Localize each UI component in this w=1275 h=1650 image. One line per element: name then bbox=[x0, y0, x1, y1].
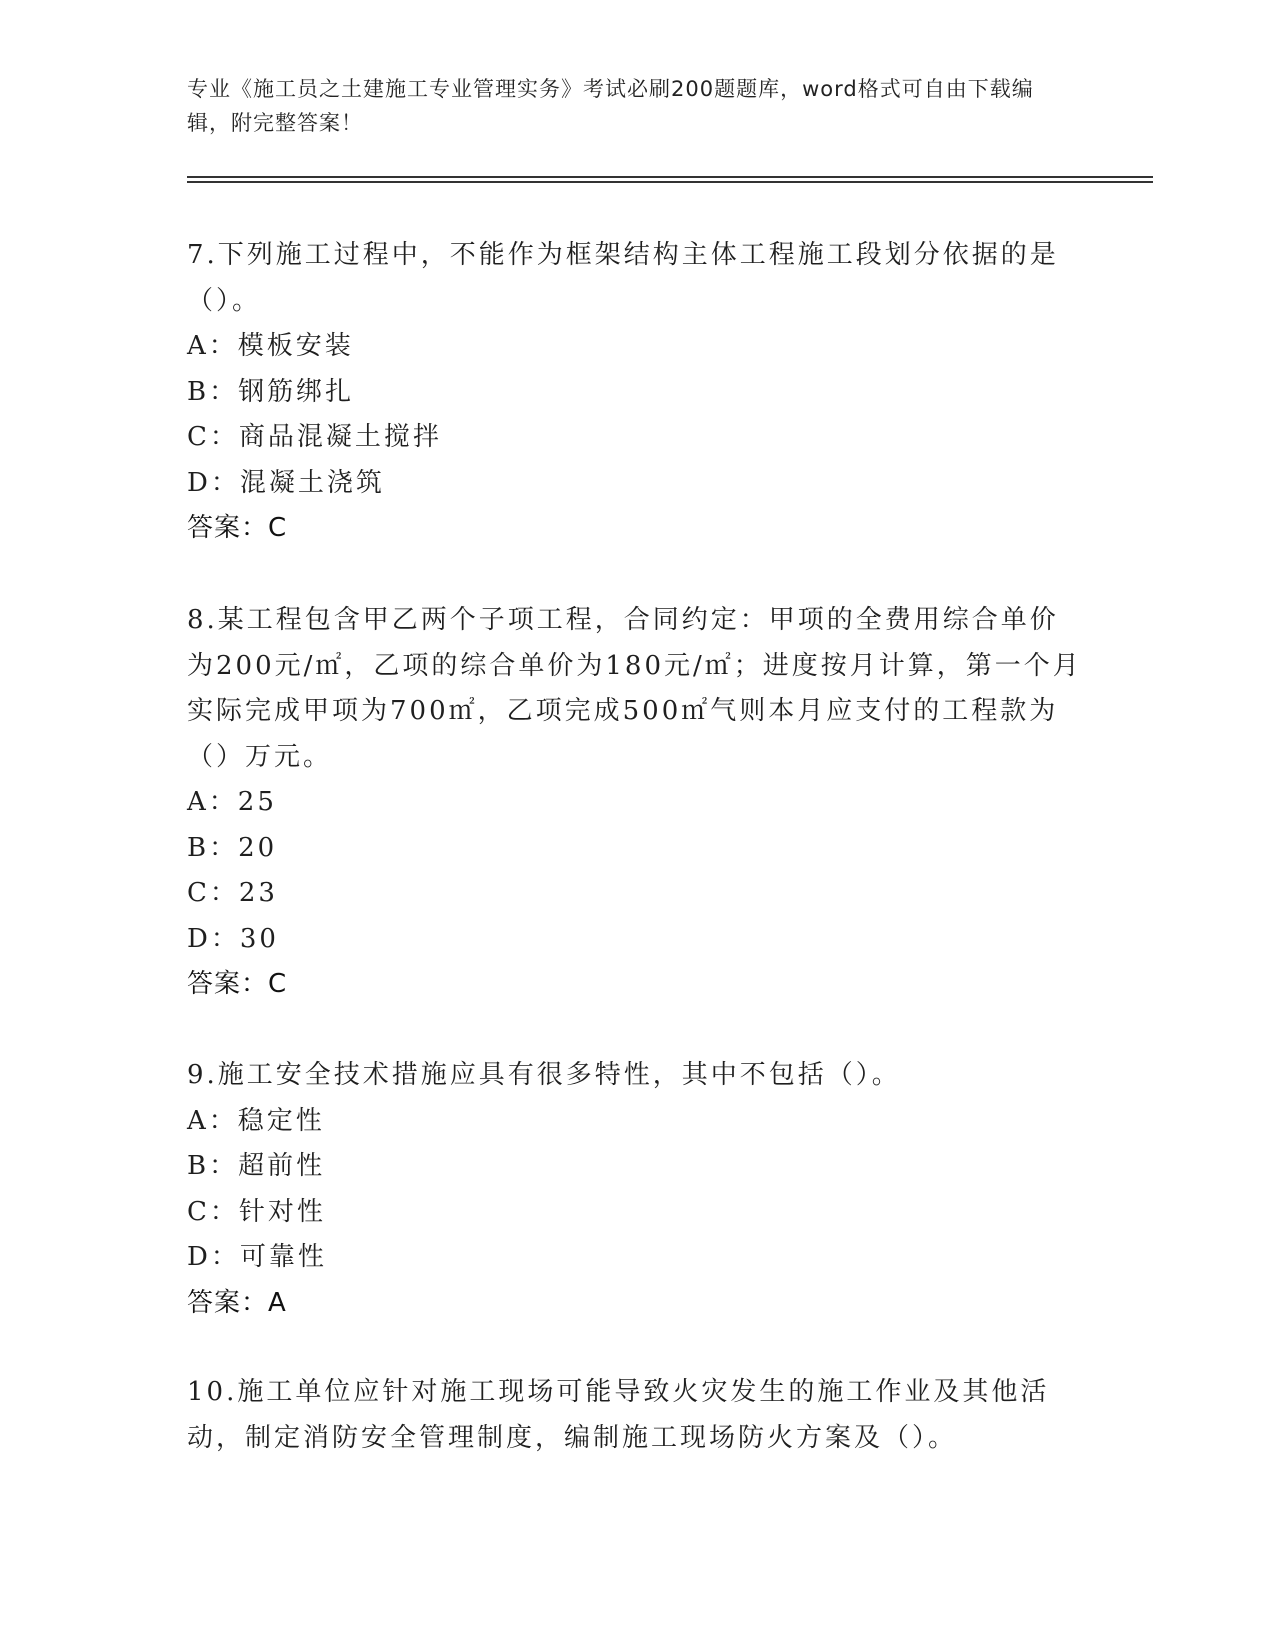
question-8 bbox=[187, 598, 1087, 1008]
question-7 bbox=[187, 233, 1087, 552]
answer: 答案：C bbox=[187, 969, 288, 999]
header-divider-top bbox=[187, 176, 1153, 178]
question-9 bbox=[187, 1053, 1087, 1326]
question-text: 9.施工安全技术措施应具有很多特性，其中不包括（）。 bbox=[187, 1060, 901, 1090]
option-a: A：模板安装 bbox=[187, 331, 354, 361]
document-header: 专业《施工员之土建施工专业管理实务》考试必刷200题题库，word格式可自由下载编辑，附完整答案！ bbox=[187, 77, 1034, 135]
option-list bbox=[187, 780, 1087, 962]
answer: 答案：A bbox=[187, 1287, 287, 1318]
option-d: D：可靠性 bbox=[187, 1242, 327, 1272]
question-text: 8.某工程包含甲乙两个子项工程，合同约定：甲项的全费用综合单价为200元/㎡，乙项的综合单价为180元/㎡；进度按月计算，第一个月实际完成甲项为700㎡，乙项完成500㎡气则本月应支付的工程款为（）万元。 bbox=[187, 605, 1082, 772]
option-c: C：针对性 bbox=[187, 1196, 326, 1227]
option-c: C：23 bbox=[187, 878, 278, 908]
option-list bbox=[187, 1099, 1087, 1281]
header-divider-bottom bbox=[187, 181, 1153, 183]
option-d: D：混凝土浇筑 bbox=[187, 467, 385, 498]
question-10 bbox=[187, 1370, 1087, 1461]
option-b: B：超前性 bbox=[187, 1151, 326, 1181]
option-c: C：商品混凝土搅拌 bbox=[187, 422, 442, 452]
option-b: B：钢筋绑扎 bbox=[187, 376, 355, 407]
option-list bbox=[187, 324, 1087, 506]
option-d: D：30 bbox=[187, 923, 279, 954]
question-text: 10.施工单位应针对施工现场可能导致火灾发生的施工作业及其他活动，制定消防安全管理制度，编制施工现场防火方案及（）。 bbox=[187, 1377, 1050, 1453]
answer: 答案：C bbox=[187, 513, 288, 543]
option-a: A：稳定性 bbox=[187, 1105, 325, 1136]
option-b: B：20 bbox=[187, 832, 278, 863]
question-text: 7.下列施工过程中，不能作为框架结构主体工程施工段划分依据的是（）。 bbox=[187, 240, 1059, 316]
option-a: A：25 bbox=[187, 787, 277, 817]
